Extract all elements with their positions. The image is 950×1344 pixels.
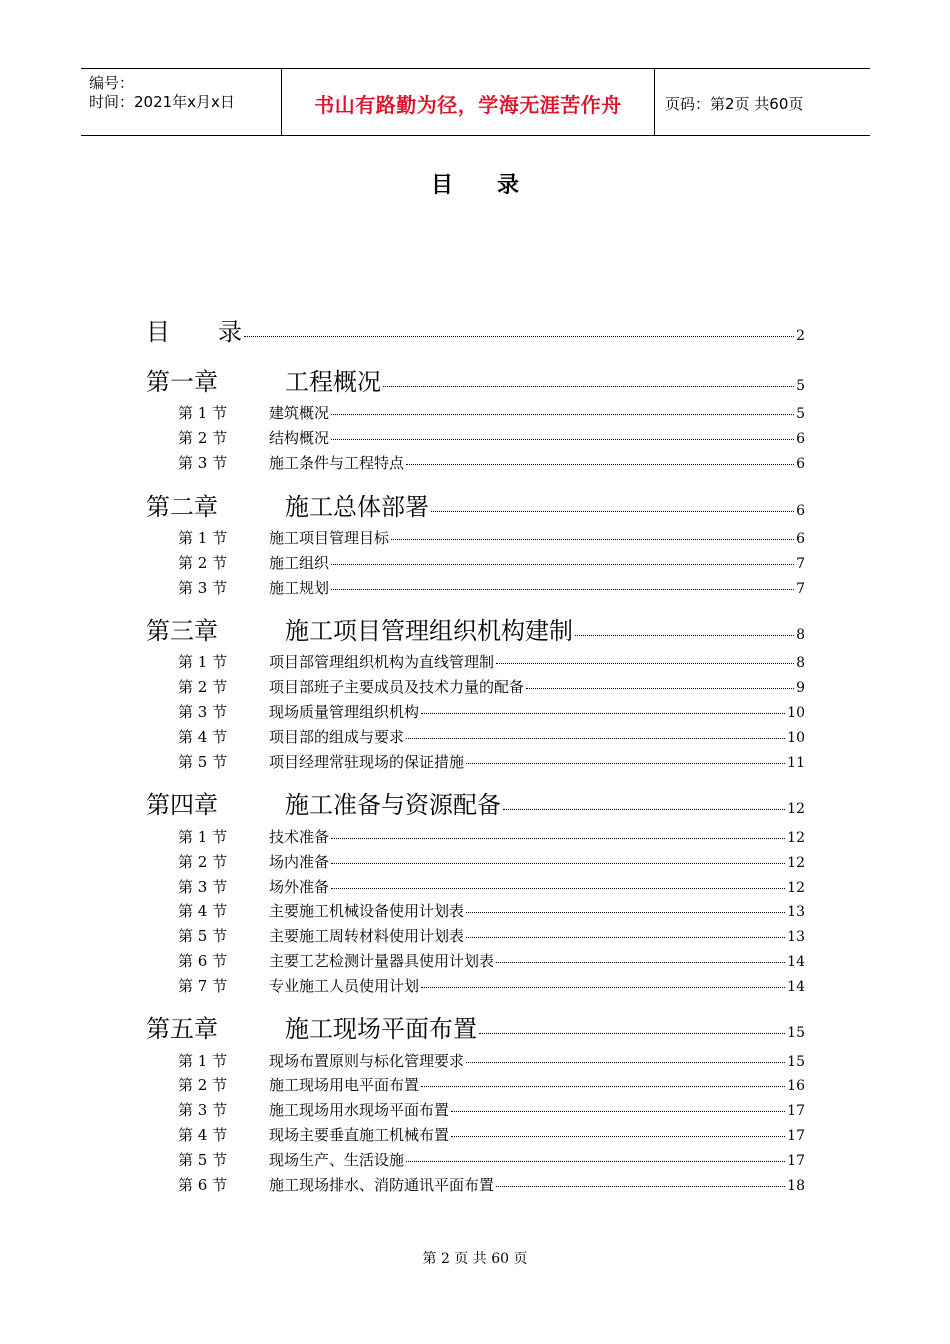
toc-dot-leader [466,912,785,913]
toc-dot-leader [421,1086,785,1087]
toc-entry-number: 第 4 节 [178,902,228,920]
toc-entry-title: 技术准备 [269,828,330,846]
toc-entry-number: 第 3 节 [178,579,228,597]
toc-entry-number: 目 录 [146,318,242,346]
page-footer: 第 2 页 共 60 页 [422,1251,528,1267]
toc-entry-number: 第 2 节 [178,554,228,572]
toc-page-number: 6 [796,456,805,472]
toc-entry-number: 第 5 节 [178,753,228,771]
toc-chapter-entry[interactable] [146,362,805,397]
toc-page-number: 7 [796,556,805,572]
toc-dot-leader [383,386,794,387]
toc-entry-number: 第 1 节 [178,828,228,846]
toc-entry-title: 施工项目管理组织机构建制 [285,617,573,645]
toc-entry-title: 施工项目管理目标 [269,529,390,547]
toc-page-number: 2 [796,328,805,344]
toc-page-number: 5 [796,406,805,422]
header-motto: 书山有路勤为径，学海无涯苦作舟 [314,92,622,117]
toc-entry-title: 工程概况 [285,368,381,396]
toc-entry-number: 第 5 节 [178,927,228,945]
toc-page-number: 12 [787,830,805,846]
toc-page-number: 12 [787,801,805,817]
toc-dot-leader [244,336,794,337]
serial-number-label: 编号： [89,74,135,92]
toc-entry-number: 第 1 节 [178,653,228,671]
toc-dot-leader [466,1062,785,1063]
toc-page-number: 11 [787,755,805,771]
toc-entry-number: 第二章 [146,493,218,521]
toc-section-entry[interactable] [178,402,805,423]
toc-chapter-entry[interactable] [146,312,805,347]
toc-section-entry[interactable] [178,1099,805,1120]
toc-entry-number: 第四章 [146,791,218,819]
toc-entry-title: 施工总体部署 [285,493,429,521]
toc-section-entry[interactable] [178,701,805,722]
toc-section-entry[interactable] [178,1050,805,1071]
toc-entry-title: 施工组织 [269,554,330,572]
toc-page-number: 6 [796,531,805,547]
toc-page-number: 12 [787,880,805,896]
toc-page-number: 16 [787,1078,805,1094]
page-title: 目 录 [430,173,519,198]
toc-section-entry[interactable] [178,925,805,946]
toc-dot-leader [466,763,785,764]
toc-entry-number: 第 1 节 [178,529,228,547]
toc-chapter-entry[interactable] [146,1009,805,1044]
toc-entry-title: 项目部的组成与要求 [269,728,405,746]
toc-section-entry[interactable] [178,826,805,847]
toc-entry-title: 场内准备 [269,853,330,871]
toc-dot-leader [575,635,794,636]
toc-entry-title: 施工现场用水现场平面布置 [269,1101,450,1119]
toc-entry-title: 现场质量管理组织机构 [269,703,420,721]
toc-section-entry[interactable] [178,851,805,872]
toc-page-number: 15 [787,1025,805,1041]
toc-section-entry[interactable] [178,1149,805,1170]
date-label: 时间：2021年x月x日 [89,93,235,111]
toc-entry-title: 主要施工机械设备使用计划表 [269,902,465,920]
toc-page-number: 8 [796,627,805,643]
toc-dot-leader [479,1033,785,1034]
toc-page-number: 8 [796,655,805,671]
toc-dot-leader [406,1161,785,1162]
toc-page-number: 13 [787,904,805,920]
toc-entry-number: 第 4 节 [178,728,228,746]
toc-chapter-entry[interactable] [146,487,805,522]
toc-entry-number: 第 6 节 [178,1176,228,1194]
toc-entry-title: 施工准备与资源配备 [285,791,501,819]
toc-section-entry[interactable] [178,876,805,897]
toc-dot-leader [421,987,785,988]
toc-dot-leader [331,414,794,415]
toc-page-number: 17 [787,1128,805,1144]
toc-section-entry[interactable] [178,1074,805,1095]
toc-section-entry[interactable] [178,726,805,747]
toc-entry-number: 第 5 节 [178,1151,228,1169]
toc-entry-number: 第 1 节 [178,404,228,422]
toc-page-number: 7 [796,581,805,597]
toc-page-number: 17 [787,1153,805,1169]
toc-entry-number: 第 2 节 [178,1076,228,1094]
toc-dot-leader [496,962,785,963]
toc-dot-leader [391,539,794,540]
toc-entry-number: 第 2 节 [178,678,228,696]
toc-section-entry[interactable] [178,651,805,672]
toc-entry-title: 项目部班子主要成员及技术力量的配备 [269,678,525,696]
toc-entry-number: 第 3 节 [178,703,228,721]
toc-dot-leader [331,888,785,889]
toc-entry-title: 专业施工人员使用计划 [269,977,420,995]
toc-entry-number: 第 6 节 [178,952,228,970]
toc-section-entry[interactable] [178,452,805,473]
toc-section-entry[interactable] [178,577,805,598]
toc-page-number: 18 [787,1178,805,1194]
toc-entry-title: 施工条件与工程特点 [269,454,405,472]
toc-dot-leader [406,464,794,465]
toc-entry-number: 第五章 [146,1015,218,1043]
toc-page-number: 5 [796,378,805,394]
toc-dot-leader [431,511,794,512]
toc-section-entry[interactable] [178,975,805,996]
toc-page-number: 6 [796,431,805,447]
toc-dot-leader [331,863,785,864]
toc-entry-title: 场外准备 [269,878,330,896]
toc-entry-number: 第 3 节 [178,878,228,896]
toc-section-entry[interactable] [178,552,805,573]
toc-dot-leader [331,439,794,440]
toc-page-number: 14 [787,979,805,995]
toc-entry-title: 建筑概况 [269,404,330,422]
toc-dot-leader [421,713,785,714]
toc-entry-number: 第 3 节 [178,454,228,472]
header-motto-cell [282,69,655,135]
toc-page-number: 15 [787,1054,805,1070]
toc-dot-leader [331,838,785,839]
toc-entry-title: 项目部管理组织机构为直线管理制 [269,653,495,671]
toc-page-number: 10 [787,705,805,721]
toc-entry-title: 主要工艺检测计量器具使用计划表 [269,952,495,970]
toc-dot-leader [503,809,785,810]
toc-dot-leader [496,663,794,664]
toc-entry-title: 施工现场用电平面布置 [269,1076,420,1094]
toc-section-entry[interactable] [178,427,805,448]
toc-entry-number: 第 7 节 [178,977,228,995]
toc-entry-number: 第 1 节 [178,1052,228,1070]
toc-entry-title: 项目经理常驻现场的保证措施 [269,753,465,771]
toc-dot-leader [451,1111,785,1112]
toc-page-number: 14 [787,954,805,970]
toc-page-number: 9 [796,680,805,696]
toc-entry-title: 施工现场平面布置 [285,1015,477,1043]
toc-entry-number: 第 3 节 [178,1101,228,1119]
header-page-cell [655,69,870,135]
toc-section-entry[interactable] [178,900,805,921]
toc-page-number: 12 [787,855,805,871]
toc-page-number: 10 [787,730,805,746]
toc-dot-leader [466,937,785,938]
toc-entry-number: 第一章 [146,368,218,396]
toc-section-entry[interactable] [178,1124,805,1145]
toc-dot-leader [526,688,794,689]
toc-chapter-entry[interactable] [146,611,805,646]
toc-entry-title: 结构概况 [269,429,330,447]
header-left-cell [81,69,282,135]
toc-entry-title: 主要施工周转材料使用计划表 [269,927,465,945]
header-page-info: 页码：第2页 共60页 [665,94,804,113]
toc-dot-leader [331,589,794,590]
toc-entry-number: 第 2 节 [178,429,228,447]
toc-dot-leader [496,1186,785,1187]
toc-page-number: 6 [796,503,805,519]
toc-entry-number: 第三章 [146,617,218,645]
toc-page-number: 13 [787,929,805,945]
toc-entry-number: 第 4 节 [178,1126,228,1144]
toc-entry-title: 现场主要垂直施工机械布置 [269,1126,450,1144]
toc-dot-leader [451,1136,785,1137]
toc-section-entry[interactable] [178,751,805,772]
toc-section-entry[interactable] [178,950,805,971]
toc-entry-title: 施工规划 [269,579,330,597]
toc-chapter-entry[interactable] [146,785,805,820]
toc-entry-title: 现场生产、生活设施 [269,1151,405,1169]
toc-section-entry[interactable] [178,1174,805,1195]
toc-entry-title: 现场布置原则与标化管理要求 [269,1052,465,1070]
toc-page-number: 17 [787,1103,805,1119]
toc-dot-leader [406,738,785,739]
toc-entry-number: 第 2 节 [178,853,228,871]
page-header [81,68,870,136]
toc-entry-title: 施工现场排水、消防通讯平面布置 [269,1176,495,1194]
toc-dot-leader [331,564,794,565]
toc-section-entry[interactable] [178,676,805,697]
toc-section-entry[interactable] [178,527,805,548]
